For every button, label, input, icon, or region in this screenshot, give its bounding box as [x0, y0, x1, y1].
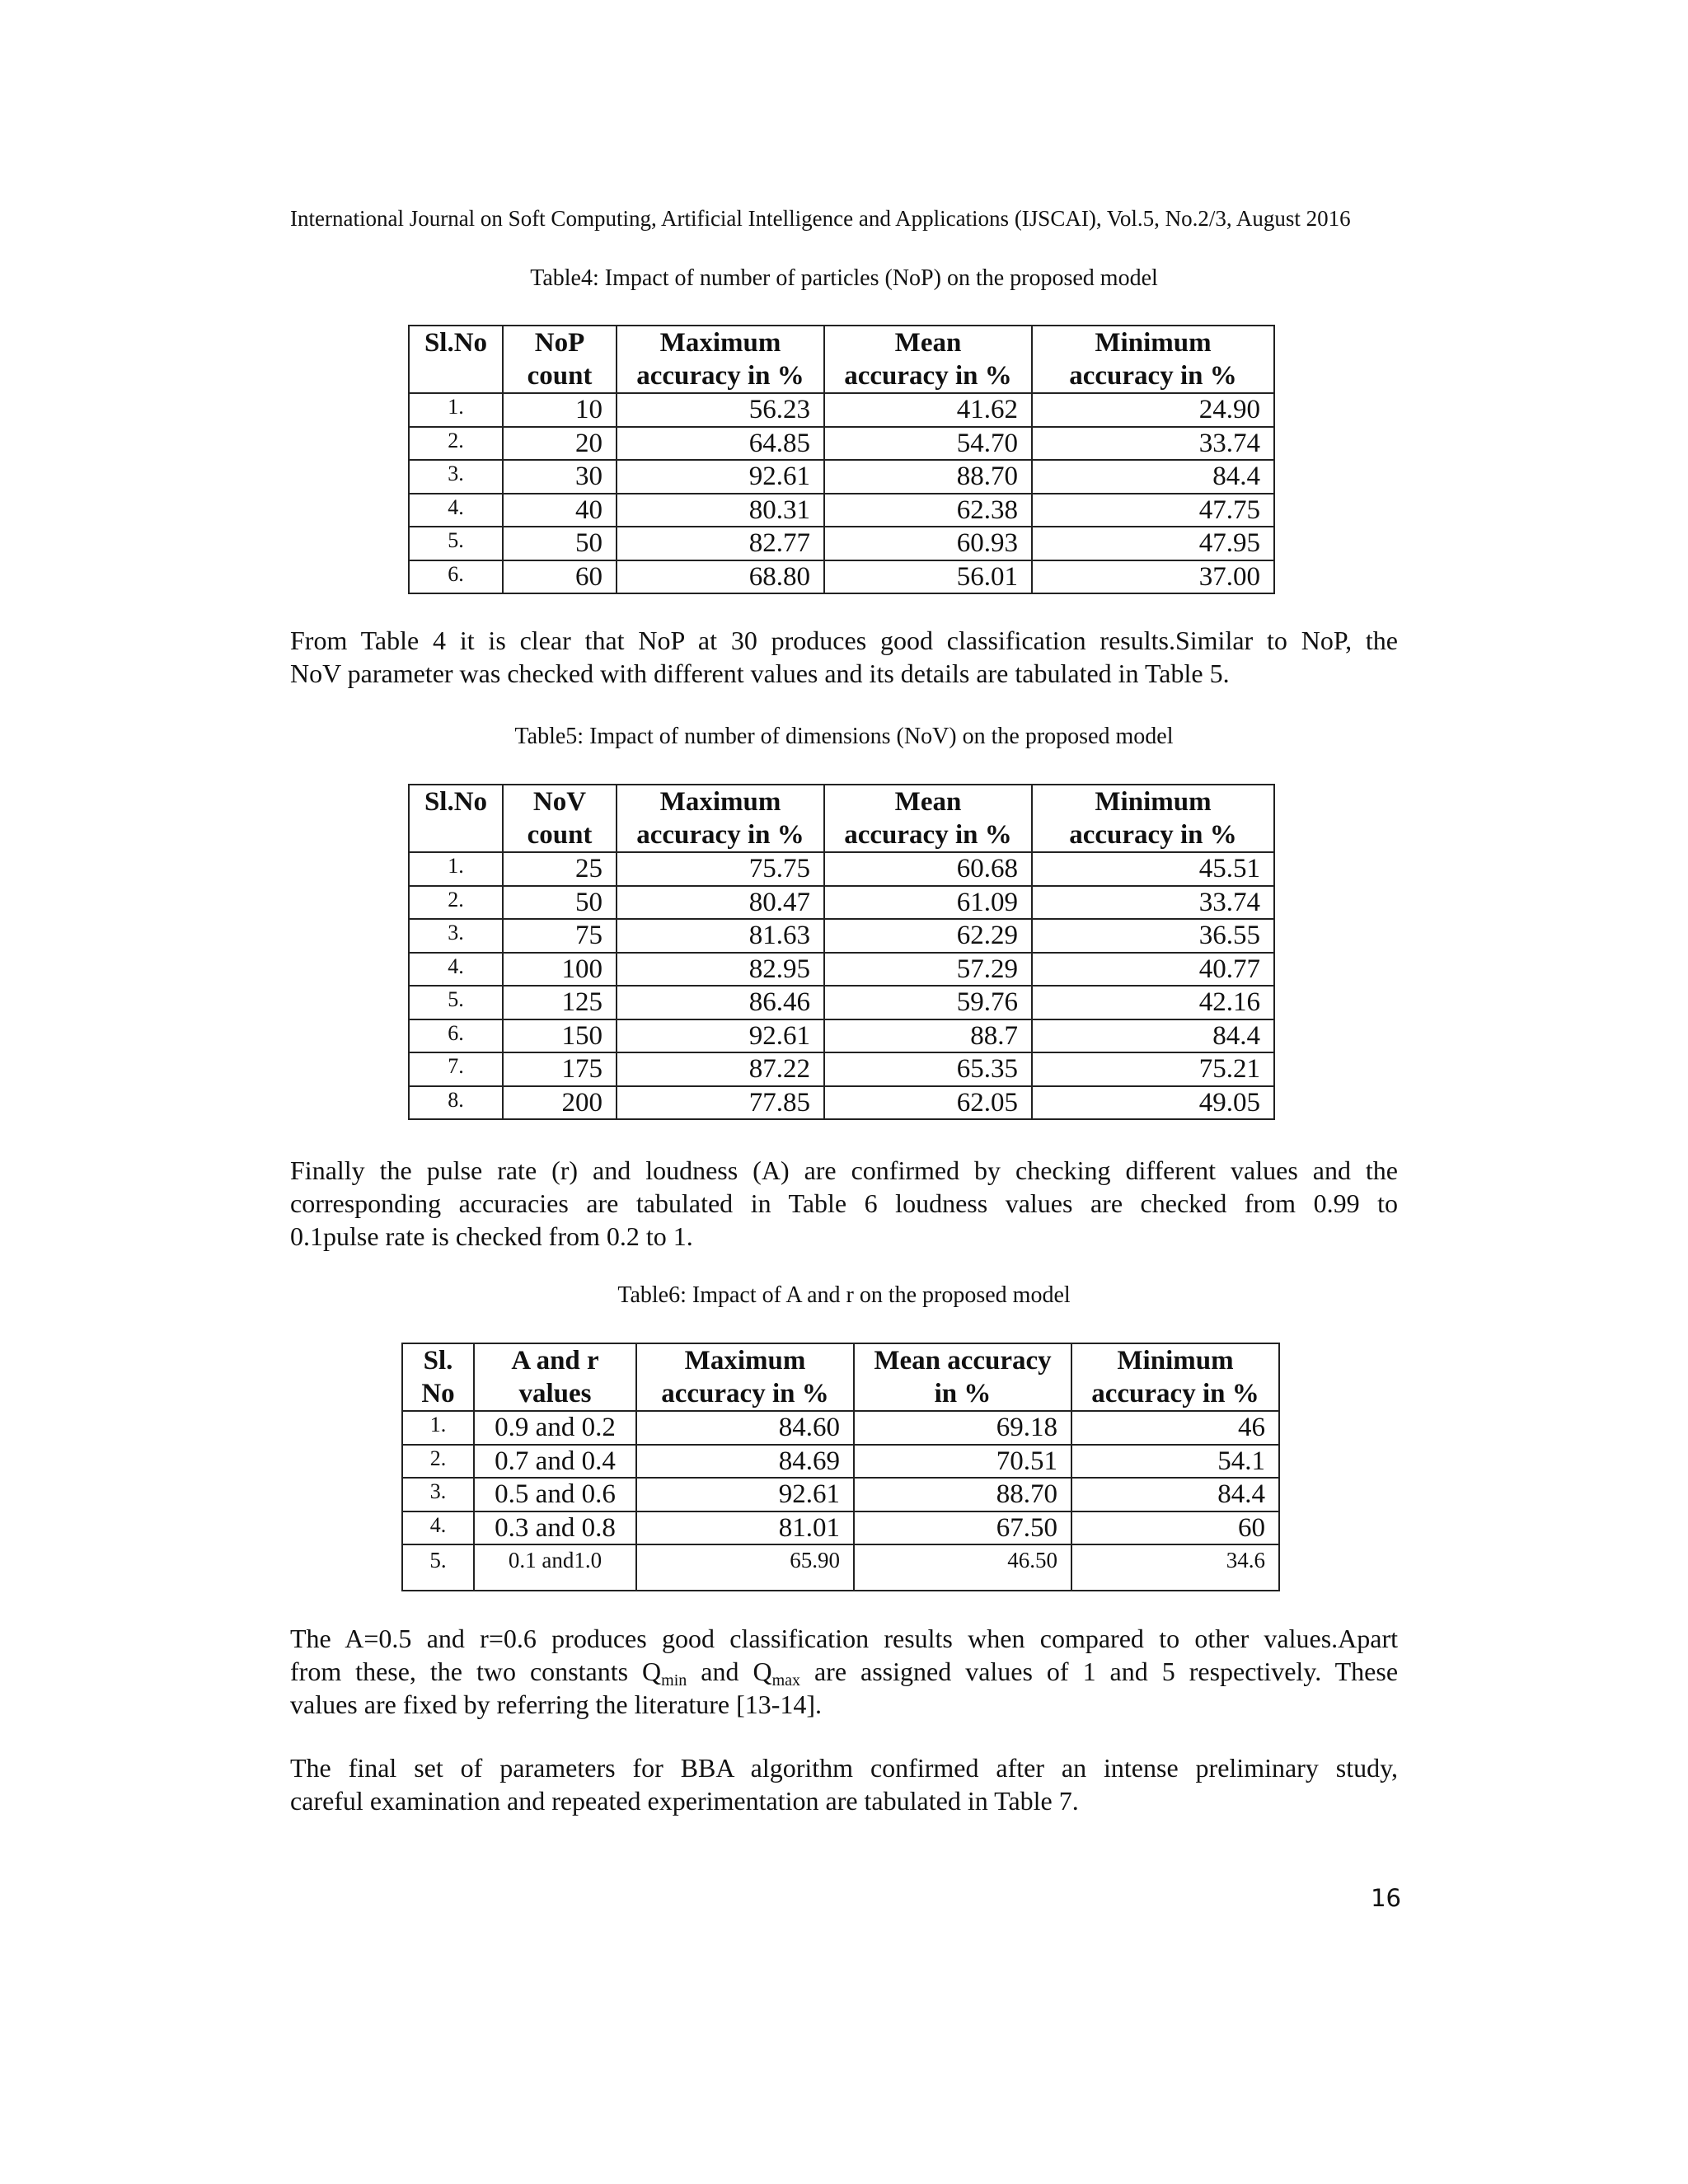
table-row: 4. 40 80.31 62.38 47.75 — [409, 494, 1274, 527]
paragraph-3 — [290, 1622, 1398, 1721]
table4 — [408, 325, 1275, 594]
table4-col-min: Minimum accuracy in % — [1032, 326, 1274, 393]
table-row: 5. 50 82.77 60.93 47.95 — [409, 527, 1274, 560]
table-row: 5. 125 86.46 59.76 42.16 — [409, 986, 1274, 1019]
paragraph-2-line-1: Finally the pulse rate (r) and loudness (A) are confirmed by checking different values and the — [290, 1155, 1398, 1185]
table5-col-max: Maximum accuracy in % — [617, 785, 824, 852]
table4-col-mean: Mean accuracy in % — [824, 326, 1032, 393]
table-row: 5. 0.1 and1.0 65.90 46.50 34.6 — [402, 1544, 1279, 1591]
paragraph-3-line-3: values are fixed by referring the literature [13-14]. — [290, 1690, 823, 1719]
table6 — [401, 1343, 1280, 1591]
table5-col-slno: Sl.No — [409, 785, 503, 852]
table-row: 1. 0.9 and 0.2 84.60 69.18 46 — [402, 1411, 1279, 1445]
table-row: 4. 100 82.95 57.29 40.77 — [409, 953, 1274, 987]
table6-header-row — [402, 1343, 1279, 1411]
paragraph-4 — [290, 1751, 1398, 1817]
table-row: 2. 50 80.47 61.09 33.74 — [409, 886, 1274, 920]
table-row: 6. 150 92.61 88.7 84.4 — [409, 1019, 1274, 1053]
table-row: 3. 0.5 and 0.6 92.61 88.70 84.4 — [402, 1478, 1279, 1511]
table5-caption: Table5: Impact of number of dimensions (NoV) on the proposed model — [514, 724, 1174, 749]
table5-header-row — [409, 785, 1274, 852]
table5-col-mean: Mean accuracy in % — [824, 785, 1032, 852]
table4-col-nop: NoP count — [503, 326, 617, 393]
table6-col-mean: Mean accuracy in % — [854, 1343, 1071, 1411]
paragraph-1-line-1: From Table 4 it is clear that NoP at 30 produces good classification results.Similar to NoP, the — [290, 626, 1398, 655]
table6-col-max: Maximum accuracy in % — [636, 1343, 854, 1411]
paragraph-3-line-1: The A=0.5 and r=0.6 produces good classification results when compared to other values.Apart — [290, 1624, 1398, 1653]
table-row: 3. 75 81.63 62.29 36.55 — [409, 919, 1274, 953]
paragraph-3-line-2: from these, the two constants $Q_{min}$ and $Q_{max}$ are assigned values of 1 and 5 respectively. These — [290, 1657, 1399, 1690]
q-max-subscript: max — [771, 1671, 800, 1690]
table-row: 4. 0.3 and 0.8 81.01 67.50 60 — [402, 1511, 1279, 1545]
table4-col-slno: Sl.No — [409, 326, 503, 393]
table6-col-slno: Sl. No — [402, 1343, 474, 1411]
paragraph-4-line-2: careful examination and repeated experimentation are tabulated in Table 7. — [290, 1786, 1079, 1816]
page-number: 16 — [1371, 1884, 1401, 1912]
paragraph-4-line-1: The final set of parameters for BBA algorithm confirmed after an intense preliminary study, — [290, 1753, 1398, 1783]
table5-col-nov: NoV count — [503, 785, 617, 852]
paragraph-1-line-2: NoV parameter was checked with different values and its details are tabulated in Table 5. — [290, 658, 1230, 688]
table6-caption: Table6: Impact of A and r on the proposed model — [617, 1282, 1071, 1308]
table-row: 7. 175 87.22 65.35 75.21 — [409, 1052, 1274, 1086]
table-row: 2. 0.7 and 0.4 84.69 70.51 54.1 — [402, 1445, 1279, 1479]
paragraph-2-line-3: 0.1pulse rate is checked from 0.2 to 1. — [290, 1221, 693, 1251]
table5 — [408, 784, 1275, 1120]
paragraph-2 — [290, 1154, 1398, 1253]
table4-header-row — [409, 326, 1274, 393]
journal-header: International Journal on Soft Computing, Artificial Intelligence and Applications (IJSCAI), Vol.5, No.2/3, August 2016 — [290, 206, 1351, 231]
table-row: 1. 25 75.75 60.68 45.51 — [409, 852, 1274, 886]
table6-col-ar: A and r values — [474, 1343, 636, 1411]
paragraph-1 — [290, 624, 1398, 690]
table5-col-min: Minimum accuracy in % — [1032, 785, 1274, 852]
table6-col-min: Minimum accuracy in % — [1071, 1343, 1279, 1411]
table-row: 1. 10 56.23 41.62 24.90 — [409, 393, 1274, 427]
q-min-subscript: min — [661, 1671, 687, 1690]
paragraph-2-line-2: corresponding accuracies are tabulated in Table 6 loudness values are checked from 0.99 to — [290, 1188, 1398, 1218]
table4-caption: Table4: Impact of number of particles (NoP) on the proposed model — [530, 265, 1158, 291]
table4-col-max: Maximum accuracy in % — [617, 326, 824, 393]
table-row: 3. 30 92.61 88.70 84.4 — [409, 460, 1274, 494]
table-row: 2. 20 64.85 54.70 33.74 — [409, 427, 1274, 461]
table-row: 8. 200 77.85 62.05 49.05 — [409, 1086, 1274, 1120]
table-row: 6. 60 68.80 56.01 37.00 — [409, 560, 1274, 594]
